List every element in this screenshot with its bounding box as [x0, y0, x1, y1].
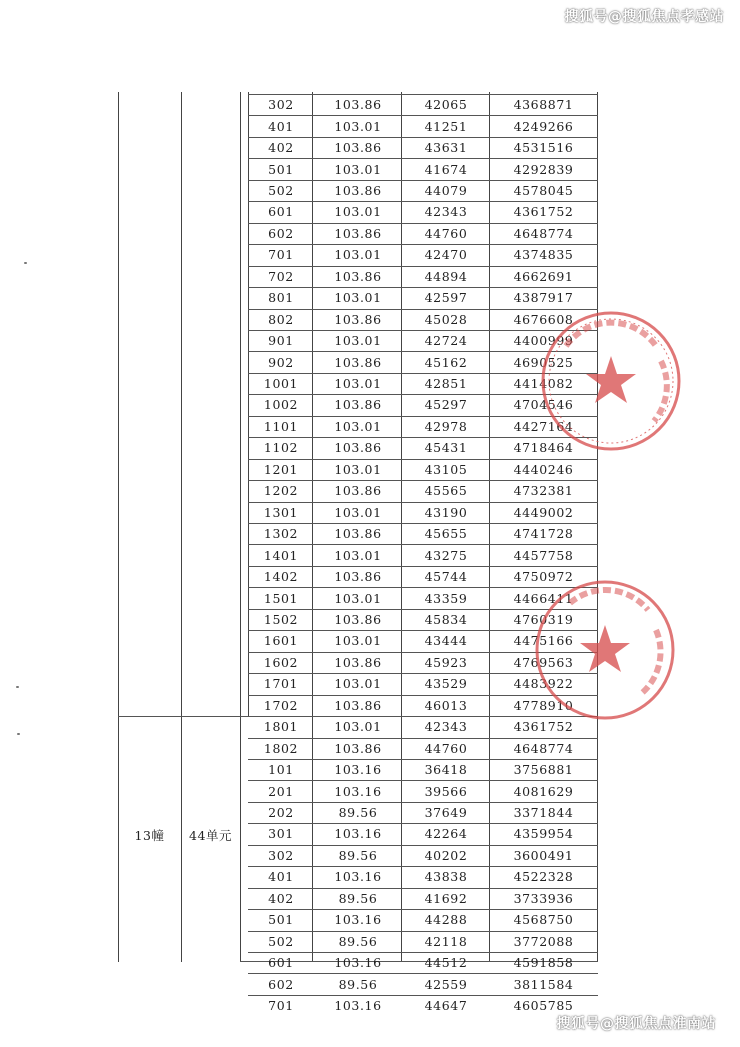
table-row	[240, 201, 597, 222]
unit-price-cell: 45431	[424, 440, 468, 456]
area-cell: 103.01	[334, 290, 382, 306]
watermark-top: 搜狐号@搜狐焦点孝感站	[564, 9, 724, 25]
total-price-cell: 4778910	[513, 697, 574, 713]
unit-price-cell: 44760	[424, 225, 468, 241]
area-cell: 103.01	[334, 461, 382, 477]
row-line	[248, 866, 598, 867]
area-cell: 89.56	[338, 847, 378, 863]
room-cell: 1502	[263, 611, 299, 627]
total-price-cell: 4662691	[513, 268, 574, 284]
total-price-cell: 4387917	[513, 290, 574, 306]
table-row	[240, 931, 597, 952]
area-cell: 103.01	[334, 118, 382, 134]
room-cell: 1202	[263, 483, 299, 499]
area-cell: 103.86	[334, 311, 382, 327]
row-line	[248, 566, 598, 567]
total-price-cell: 4414082	[513, 376, 574, 392]
row-line	[248, 973, 598, 974]
total-price-cell: 4578045	[513, 182, 574, 198]
row-line	[248, 201, 598, 202]
room-cell: 1802	[263, 740, 299, 756]
table-row	[240, 523, 597, 544]
table-row	[240, 888, 597, 909]
room-cell: 1101	[263, 418, 299, 434]
room-cell: 602	[268, 976, 294, 992]
row-line	[248, 287, 598, 288]
room-cell: 901	[268, 333, 294, 349]
total-price-cell: 4568750	[513, 912, 574, 928]
table-row	[240, 158, 597, 179]
total-price-cell: 4368871	[513, 97, 574, 113]
total-price-cell: 4522328	[513, 869, 574, 885]
room-cell: 502	[268, 933, 294, 949]
room-cell: 1501	[263, 590, 299, 606]
unit-price-cell: 46013	[424, 697, 468, 713]
room-cell: 301	[268, 826, 294, 842]
total-price-cell: 4440246	[513, 461, 574, 477]
room-cell: 401	[268, 869, 294, 885]
area-cell: 103.86	[334, 483, 382, 499]
row-line	[248, 223, 598, 224]
area-cell: 103.86	[334, 654, 382, 670]
table-row	[240, 94, 597, 115]
room-cell: 1801	[263, 719, 299, 735]
area-cell: 103.86	[334, 697, 382, 713]
room-cell: 402	[268, 140, 294, 156]
table-row	[240, 180, 597, 201]
unit-price-cell: 44512	[424, 955, 468, 971]
room-cell: 702	[268, 268, 294, 284]
unit-price-cell: 42559	[424, 976, 468, 992]
room-cell: 1201	[263, 461, 299, 477]
room-cell: 402	[268, 890, 294, 906]
scan-speck	[16, 686, 19, 688]
table-row	[240, 845, 597, 866]
area-cell: 89.56	[338, 933, 378, 949]
scan-speck	[24, 262, 27, 264]
total-price-cell: 4449002	[513, 504, 574, 520]
total-price-cell: 4475166	[513, 633, 574, 649]
area-cell: 103.86	[334, 97, 382, 113]
unit-price-cell: 45028	[424, 311, 468, 327]
building-cell: 13幢	[134, 828, 165, 843]
table-row	[240, 480, 597, 501]
total-price-cell: 4483922	[513, 676, 574, 692]
unit-price-cell: 36418	[424, 762, 468, 778]
unit-price-cell: 42264	[424, 826, 468, 842]
row-line	[248, 952, 598, 953]
area-cell: 103.16	[334, 869, 382, 885]
area-cell: 89.56	[338, 805, 378, 821]
unit-price-cell: 44894	[424, 268, 468, 284]
room-cell: 1401	[263, 547, 299, 563]
area-cell: 103.16	[334, 783, 382, 799]
area-cell: 103.86	[334, 182, 382, 198]
total-price-cell: 3733936	[513, 890, 574, 906]
area-cell: 103.01	[334, 204, 382, 220]
unit-price-cell: 40202	[424, 847, 468, 863]
table-row	[240, 866, 597, 887]
unit-price-cell: 42978	[424, 418, 468, 434]
row-line	[248, 94, 598, 95]
table-row	[240, 738, 597, 759]
room-cell: 502	[268, 182, 294, 198]
table-row	[240, 223, 597, 244]
row-line	[248, 115, 598, 116]
area-cell: 103.01	[334, 590, 382, 606]
total-price-cell: 4359954	[513, 826, 574, 842]
unit-price-cell: 42065	[424, 97, 468, 113]
total-price-cell: 3811584	[513, 976, 574, 992]
area-cell: 103.16	[334, 998, 382, 1014]
area-cell: 103.01	[334, 161, 382, 177]
table-row	[240, 909, 597, 930]
room-cell: 601	[268, 955, 294, 971]
area-cell: 103.86	[334, 225, 382, 241]
unit-price-cell: 45565	[424, 483, 468, 499]
row-line	[248, 780, 598, 781]
room-cell: 202	[268, 805, 294, 821]
room-cell: 101	[268, 762, 294, 778]
total-price-cell: 4427164	[513, 418, 574, 434]
table-row	[240, 802, 597, 823]
unit-price-cell: 42343	[424, 204, 468, 220]
unit-price-cell: 43631	[424, 140, 468, 156]
room-cell: 1001	[263, 376, 299, 392]
area-cell: 103.86	[334, 140, 382, 156]
unit-price-cell: 44760	[424, 740, 468, 756]
room-cell: 801	[268, 290, 294, 306]
row-line	[248, 823, 598, 824]
unit-price-cell: 42851	[424, 376, 468, 392]
room-cell: 1301	[263, 504, 299, 520]
room-cell: 1602	[263, 654, 299, 670]
unit-price-cell: 43444	[424, 633, 468, 649]
unit-price-cell: 43838	[424, 869, 468, 885]
unit-price-cell: 39566	[424, 783, 468, 799]
row-line	[248, 480, 598, 481]
unit-price-cell: 42597	[424, 290, 468, 306]
total-price-cell: 4531516	[513, 140, 574, 156]
room-cell: 1702	[263, 697, 299, 713]
row-line	[248, 180, 598, 181]
total-price-cell: 4361752	[513, 719, 574, 735]
unit-price-cell: 41674	[424, 161, 468, 177]
total-price-cell: 4704546	[513, 397, 574, 413]
table-row	[240, 973, 597, 994]
room-cell: 1302	[263, 526, 299, 542]
room-cell: 701	[268, 247, 294, 263]
room-cell: 701	[268, 998, 294, 1014]
watermark-bottom: 搜狐号@搜狐焦点淮南站	[556, 1016, 716, 1032]
table-row	[240, 823, 597, 844]
total-price-cell: 4741728	[513, 526, 574, 542]
table-row	[240, 137, 597, 158]
total-price-cell: 4400999	[513, 333, 574, 349]
unit-price-cell: 45834	[424, 611, 468, 627]
total-price-cell: 4690525	[513, 354, 574, 370]
total-price-cell: 4718464	[513, 440, 574, 456]
area-cell: 103.86	[334, 569, 382, 585]
total-price-cell: 4605785	[513, 998, 574, 1014]
unit-price-cell: 42724	[424, 333, 468, 349]
unit-price-cell: 44288	[424, 912, 468, 928]
row-line	[248, 759, 598, 760]
room-cell: 802	[268, 311, 294, 327]
table-row	[240, 244, 597, 265]
row-line	[248, 502, 598, 503]
area-cell: 103.01	[334, 676, 382, 692]
row-line	[248, 888, 598, 889]
area-cell: 103.86	[334, 354, 382, 370]
area-cell: 103.86	[334, 526, 382, 542]
area-cell: 103.16	[334, 955, 382, 971]
room-cell: 201	[268, 783, 294, 799]
total-price-cell: 4648774	[513, 225, 574, 241]
unit-price-cell: 45162	[424, 354, 468, 370]
area-cell: 103.01	[334, 633, 382, 649]
room-cell: 902	[268, 354, 294, 370]
area-cell: 103.01	[334, 376, 382, 392]
room-cell: 302	[268, 847, 294, 863]
total-price-cell: 3756881	[513, 762, 574, 778]
room-cell: 1601	[263, 633, 299, 649]
unit-price-cell: 44647	[424, 998, 468, 1014]
unit-price-cell: 45923	[424, 654, 468, 670]
total-price-cell: 4769563	[513, 654, 574, 670]
area-cell: 103.01	[334, 504, 382, 520]
unit-price-cell: 45297	[424, 397, 468, 413]
unit-price-cell: 45655	[424, 526, 468, 542]
area-cell: 103.01	[334, 418, 382, 434]
table-row	[240, 115, 597, 136]
room-cell: 401	[268, 118, 294, 134]
unit-price-cell: 43275	[424, 547, 468, 563]
area-cell: 89.56	[338, 890, 378, 906]
unit-price-cell: 44079	[424, 182, 468, 198]
row-line	[248, 544, 598, 545]
total-price-cell: 4732381	[513, 483, 574, 499]
table-row	[240, 544, 597, 565]
row-line	[248, 244, 598, 245]
official-seal-lower	[530, 575, 680, 725]
total-price-cell: 4760319	[513, 611, 574, 627]
room-cell: 602	[268, 225, 294, 241]
total-price-cell: 4750972	[513, 569, 574, 585]
unit-cell: 44单元	[189, 828, 232, 843]
total-price-cell: 4457758	[513, 547, 574, 563]
row-line	[248, 802, 598, 803]
area-cell: 103.01	[334, 719, 382, 735]
table-row	[240, 952, 597, 973]
row-line	[248, 459, 598, 460]
area-cell: 103.16	[334, 826, 382, 842]
unit-price-cell: 42470	[424, 247, 468, 263]
unit-price-cell: 43190	[424, 504, 468, 520]
total-price-cell: 4249266	[513, 118, 574, 134]
room-cell: 601	[268, 204, 294, 220]
unit-price-cell: 42343	[424, 719, 468, 735]
table-row	[240, 995, 597, 1016]
area-cell: 103.01	[334, 333, 382, 349]
room-cell: 501	[268, 161, 294, 177]
area-cell: 103.86	[334, 397, 382, 413]
total-price-cell: 4648774	[513, 740, 574, 756]
table-row	[240, 266, 597, 287]
unit-price-cell: 43105	[424, 461, 468, 477]
total-price-cell: 4374835	[513, 247, 574, 263]
row-line	[248, 523, 598, 524]
room-cell: 302	[268, 97, 294, 113]
table-row	[240, 459, 597, 480]
area-cell: 89.56	[338, 976, 378, 992]
row-line	[248, 738, 598, 739]
total-price-cell: 4676608	[513, 311, 574, 327]
area-cell: 103.86	[334, 740, 382, 756]
unit-price-cell: 43359	[424, 590, 468, 606]
row-line	[248, 266, 598, 267]
area-cell: 103.86	[334, 611, 382, 627]
row-line	[248, 995, 598, 996]
total-price-cell: 4292839	[513, 161, 574, 177]
unit-price-cell: 41692	[424, 890, 468, 906]
area-cell: 103.01	[334, 547, 382, 563]
room-cell: 501	[268, 912, 294, 928]
total-price-cell: 4081629	[513, 783, 574, 799]
room-cell: 1002	[263, 397, 299, 413]
total-price-cell: 4361752	[513, 204, 574, 220]
official-seal-upper	[536, 306, 686, 456]
row-line	[248, 158, 598, 159]
total-price-cell: 4466411	[513, 590, 574, 606]
room-cell: 1102	[263, 440, 299, 456]
area-cell: 103.86	[334, 440, 382, 456]
unit-price-cell: 42118	[424, 933, 468, 949]
area-cell: 103.86	[334, 268, 382, 284]
unit-price-cell: 41251	[424, 118, 468, 134]
row-line	[248, 909, 598, 910]
row-line	[248, 931, 598, 932]
unit-price-cell: 45744	[424, 569, 468, 585]
scan-speck	[17, 733, 20, 735]
unit-price-cell: 37649	[424, 805, 468, 821]
table-row	[240, 759, 597, 780]
row-line	[248, 845, 598, 846]
total-price-cell: 4591858	[513, 955, 574, 971]
room-cell: 1701	[263, 676, 299, 692]
total-price-cell: 3772088	[513, 933, 574, 949]
total-price-cell: 3600491	[513, 847, 574, 863]
table-row	[240, 502, 597, 523]
area-cell: 103.16	[334, 762, 382, 778]
table-row	[240, 780, 597, 801]
row-line	[248, 137, 598, 138]
area-cell: 103.16	[334, 912, 382, 928]
total-price-cell: 3371844	[513, 805, 574, 821]
area-cell: 103.01	[334, 247, 382, 263]
unit-price-cell: 43529	[424, 676, 468, 692]
room-cell: 1402	[263, 569, 299, 585]
